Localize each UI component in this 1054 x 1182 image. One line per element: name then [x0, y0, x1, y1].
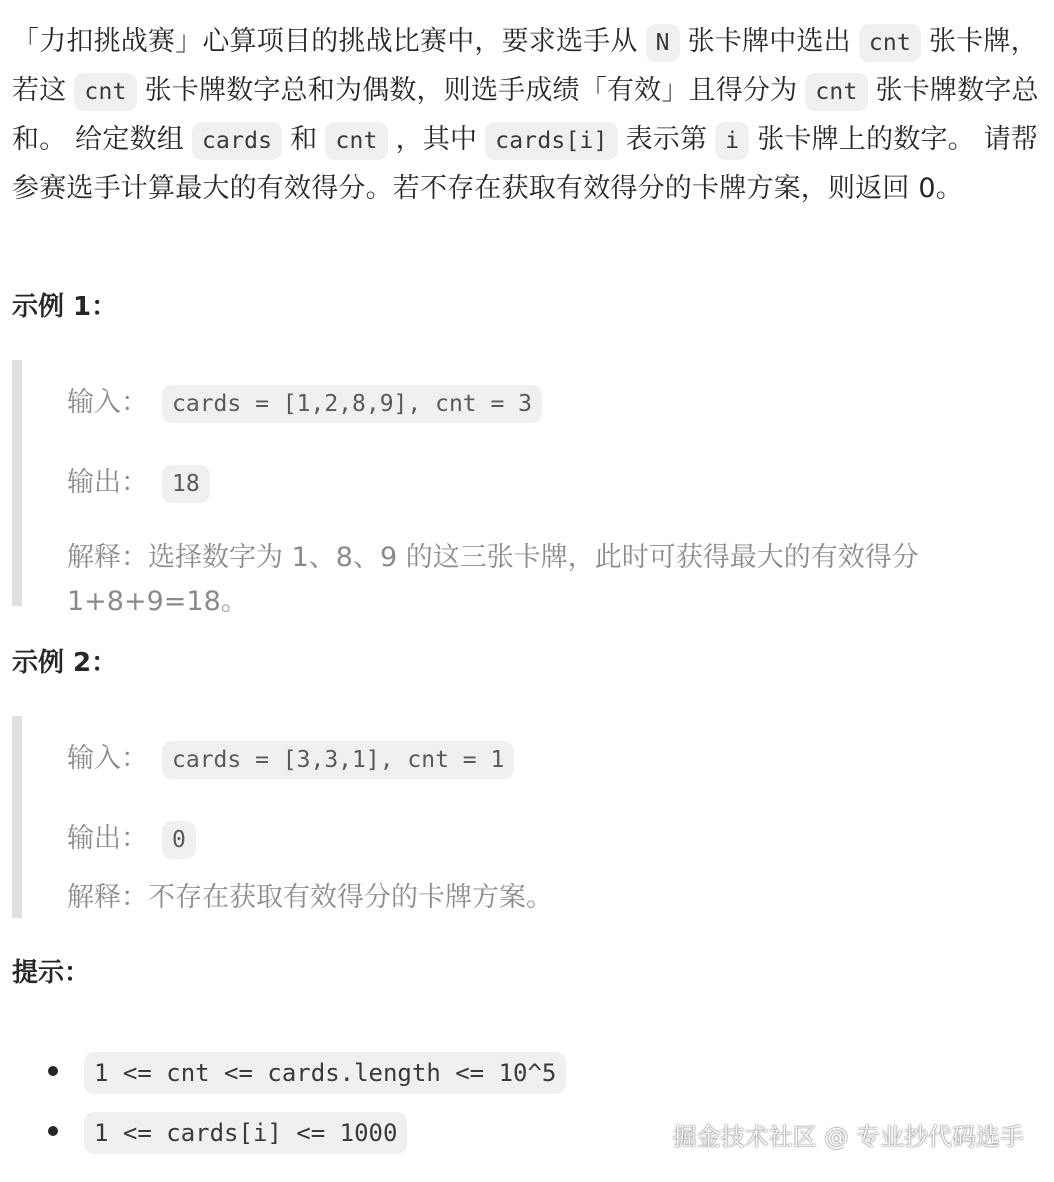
description-text: 张卡牌上的数字。 请帮参赛选手计算最大的有效得分。若不存在获取有效得分的卡牌方案，则返回 0。: [12, 124, 1039, 204]
description-text: 张卡牌，若这: [12, 26, 1038, 106]
example-1-output: [67, 460, 218, 499]
input-label: 输入：: [67, 743, 148, 774]
example-2-block: [12, 716, 1038, 918]
tip-code: 1 <= cnt <= cards.length <= 10^5: [84, 1052, 566, 1094]
explain-label: 解释：: [67, 882, 148, 913]
input-value: cards = [1,2,8,9], cnt = 3: [162, 385, 542, 423]
description-text: 「力扣挑战赛」心算项目的挑战比赛中，要求选手从: [12, 26, 638, 57]
output-value: 0: [162, 821, 196, 859]
tips-title: 提示：: [12, 958, 91, 988]
inline-code-cnt: cnt: [859, 24, 921, 62]
example-1-block: [12, 360, 1038, 617]
explain-label: 解释：: [67, 542, 148, 573]
example-2-input: [67, 736, 522, 775]
inline-code-cnt: cnt: [325, 122, 387, 160]
example-2-output: [67, 816, 204, 855]
inline-code-cnt: cnt: [74, 73, 136, 111]
example-1-input: [67, 380, 550, 419]
description-text: 张卡牌中选出: [687, 26, 851, 57]
description-text: ，其中: [395, 124, 478, 155]
output-value: 18: [162, 465, 210, 503]
watermark: 掘金技术社区 @ 专业抄代码选手: [672, 1123, 1024, 1151]
tip-code: 1 <= cards[i] <= 1000: [84, 1112, 407, 1154]
example-1-explanation: [67, 536, 987, 624]
description-text: 和: [290, 124, 318, 155]
description-text: 表示第: [625, 124, 708, 155]
problem-description: [12, 18, 1040, 213]
explain-text: 选择数字为 1、8、9 的这三张卡牌，此时可获得最大的有效得分 1+8+9=18。: [67, 542, 919, 617]
input-label: 输入：: [67, 387, 148, 418]
explain-text: 不存在获取有效得分的卡牌方案。: [148, 882, 553, 913]
description-text: 张卡牌数字总和。 给定数组: [12, 75, 1039, 155]
inline-code-cards-i: cards[i]: [485, 122, 617, 160]
bullet-icon: [48, 1066, 58, 1076]
inline-code-cnt: cnt: [805, 73, 867, 111]
inline-code-cards: cards: [192, 122, 282, 160]
output-label: 输出：: [67, 467, 148, 498]
inline-code-n: N: [646, 24, 680, 62]
example-2-explanation: [67, 876, 987, 920]
description-text: 张卡牌数字总和为偶数，则选手成绩「有效」且得分为: [144, 75, 798, 106]
bullet-icon: [48, 1126, 58, 1136]
inline-code-i: i: [715, 122, 749, 160]
input-value: cards = [3,3,1], cnt = 1: [162, 741, 514, 779]
example-2-title: 示例 2：: [12, 648, 118, 678]
output-label: 输出：: [67, 823, 148, 854]
example-1-title: 示例 1：: [12, 292, 118, 322]
